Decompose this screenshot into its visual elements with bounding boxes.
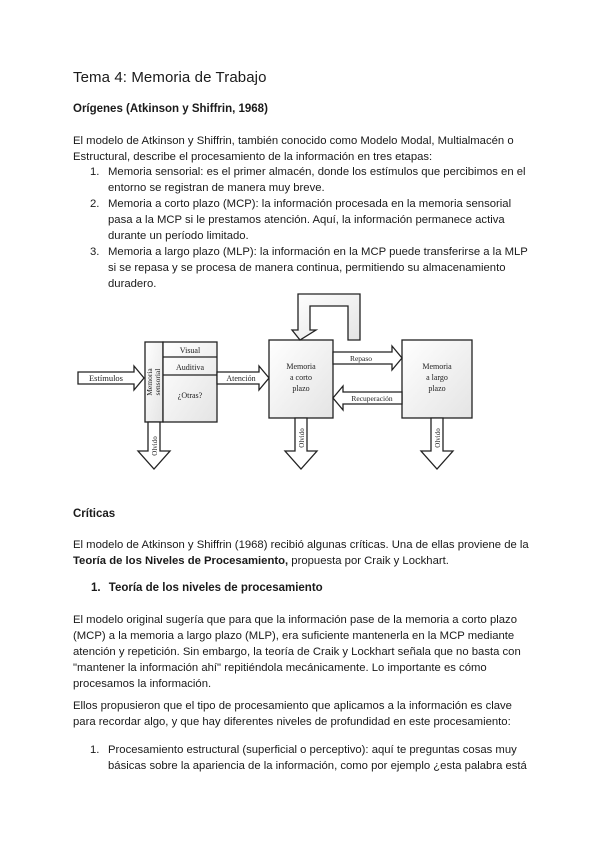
- text-line: duradero.: [108, 278, 157, 290]
- text-line: procesamos la información.: [73, 678, 212, 690]
- list-number: 1.: [90, 744, 100, 756]
- text-line: (MCP) a la memoria a largo plazo (MLP), era suficiente mantenerla en la MCP mediante: [73, 630, 515, 642]
- theory-authors: propuesta por Craik y Lockhart.: [288, 555, 449, 567]
- long-term-line3: plazo: [428, 384, 446, 393]
- sensory-label-line2: sensorial: [153, 368, 162, 396]
- text-line: pasa a la MCP si le prestamos atención. Aquí, la información permanece activa: [108, 214, 505, 226]
- rehearsal-label: Repaso: [349, 354, 373, 363]
- list-item: [90, 742, 550, 774]
- forgetting-label-short: Olvido: [298, 428, 306, 448]
- critiques-paragraph-2: [73, 698, 553, 730]
- text-line: para recordar algo, y que hay diferentes niveles de profundidad en este procesamiento:: [73, 716, 511, 728]
- memory-model-diagram: [76, 286, 526, 481]
- text-line: El modelo original sugería que para que la información pase de la memoria a corto plazo: [73, 614, 517, 626]
- origins-intro: [73, 133, 543, 165]
- list-number: 3.: [90, 246, 100, 258]
- text-line: Estructural, describe el procesamiento de la información en tres etapas:: [73, 151, 433, 163]
- subsection-title: Teoría de los niveles de procesamiento: [108, 582, 323, 594]
- text-line: básicas sobre la apariencia de la información, como por ejemplo ¿esta palabra está: [108, 760, 527, 772]
- forgetting-label-sensory: Olvido: [151, 436, 159, 456]
- theory-name: Teoría de los Niveles de Procesamiento,: [73, 555, 289, 567]
- text-line: atención y repetición. Sin embargo, la teoría de Craik y Lockhart señala que no basta con: [73, 646, 521, 658]
- levels-list: [90, 742, 550, 774]
- text-line: Memoria sensorial: es el primer almacén, donde los estímulos que percibimos en el: [108, 166, 526, 178]
- text-line: durante un período limitado.: [108, 230, 249, 242]
- attention-label: Atención: [226, 374, 256, 383]
- long-term-line1: Memoria: [422, 362, 452, 371]
- short-term-line1: Memoria: [286, 362, 316, 371]
- list-number: 2.: [90, 198, 100, 210]
- text-line: Memoria a corto plazo (MCP): la información procesada en la memoria sensorial: [108, 198, 512, 210]
- long-term-line2: a largo: [426, 373, 448, 382]
- list-number: 1.: [90, 166, 100, 178]
- stimulus-label: Estímulos: [88, 373, 124, 383]
- text-line: entorno se registran de manera muy breve.: [108, 182, 325, 194]
- text-line: [73, 553, 553, 569]
- critiques-intro: [73, 537, 553, 569]
- short-term-line3: plazo: [292, 384, 310, 393]
- list-item: [90, 164, 550, 196]
- sensory-label-line1: Memoria: [145, 368, 154, 396]
- text-line: Ellos propusieron que el tipo de procesamiento que aplicamos a la información es clave: [73, 700, 512, 712]
- loop-arrow: [292, 294, 360, 340]
- text-line: si se repasa y se procesa de manera continua, permitiendo su almacenamiento: [108, 262, 506, 274]
- text-line: Memoria a largo plazo (MLP): la información en la MCP puede transferirse a la MLP: [108, 246, 528, 258]
- section-heading-origins: Orígenes (Atkinson y Shiffrin, 1968): [73, 103, 268, 115]
- short-term-line2: a corto: [290, 373, 312, 382]
- section-heading-critiques: Críticas: [73, 508, 116, 520]
- forgetting-label-long: Olvido: [434, 428, 442, 448]
- text-line: El modelo de Atkinson y Shiffrin (1968) recibió algunas críticas. Una de ellas proviene de la: [73, 539, 529, 551]
- channel-auditory: Auditiva: [176, 363, 204, 372]
- subsection-heading: [91, 582, 323, 594]
- text-line: "mantener la información ahí" repitiéndola mecánicamente. Lo importante es cómo: [73, 662, 487, 674]
- channel-visual: Visual: [179, 346, 201, 355]
- subsection-number: 1.: [91, 582, 101, 594]
- stages-list: [90, 164, 550, 292]
- list-item: [90, 196, 550, 244]
- text-line: Procesamiento estructural (superficial o perceptivo): aquí te preguntas cosas muy: [108, 744, 517, 756]
- channel-others: ¿Otras?: [177, 391, 203, 400]
- critiques-paragraph-1: [73, 612, 553, 692]
- page-title: Tema 4: Memoria de Trabajo: [73, 69, 267, 86]
- list-item: [90, 244, 550, 292]
- text-line: El modelo de Atkinson y Shiffrin, también conocido como Modelo Modal, Multialmacén o: [73, 135, 514, 147]
- retrieval-label: Recuperación: [351, 394, 393, 403]
